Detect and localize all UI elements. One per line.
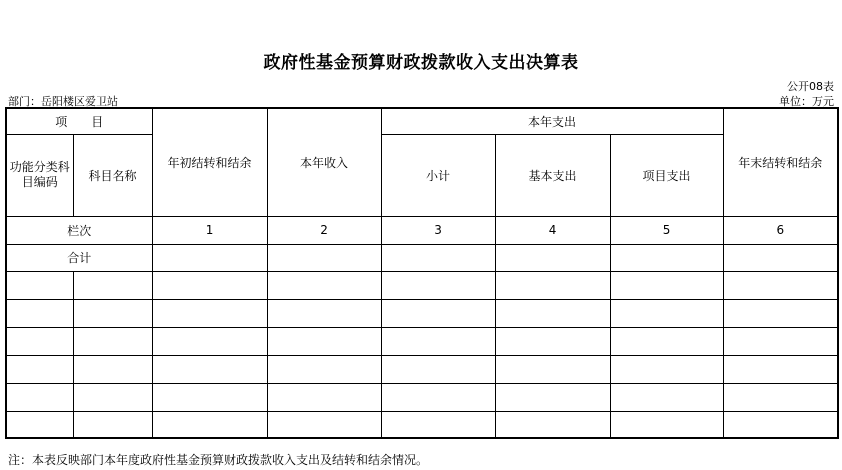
header-row-1	[6, 108, 838, 134]
table-cell	[495, 327, 610, 355]
table-cell	[381, 383, 495, 411]
table-cell	[152, 383, 267, 411]
total-row	[6, 244, 838, 271]
row-index-label: 栏次	[6, 216, 152, 244]
table-row	[6, 411, 838, 438]
table-cell	[723, 271, 838, 299]
table-cell	[381, 411, 495, 438]
table-cell	[381, 299, 495, 327]
current-income-header: 本年收入	[267, 108, 381, 216]
table-cell	[152, 327, 267, 355]
table-cell	[152, 299, 267, 327]
department-label: 部门：岳阳楼区爱卫站	[8, 95, 118, 108]
table-cell	[73, 411, 152, 438]
table-cell	[152, 355, 267, 383]
table-cell	[610, 411, 723, 438]
report-table	[5, 107, 839, 439]
table-cell	[152, 244, 267, 271]
table-cell	[381, 271, 495, 299]
table-cell	[73, 383, 152, 411]
table-cell	[267, 244, 381, 271]
table-cell	[6, 327, 73, 355]
column-number: 6	[723, 216, 838, 244]
table-row	[6, 355, 838, 383]
subtotal-header: 小计	[381, 134, 495, 216]
table-row	[6, 327, 838, 355]
table-cell	[610, 299, 723, 327]
table-cell	[267, 271, 381, 299]
unit-label: 单位：万元	[779, 95, 834, 108]
table-cell	[723, 355, 838, 383]
table-cell	[723, 383, 838, 411]
column-number: 5	[610, 216, 723, 244]
table-cell	[495, 355, 610, 383]
project-expense-header: 项目支出	[610, 134, 723, 216]
table-cell	[6, 299, 73, 327]
table-cell	[610, 271, 723, 299]
table-row	[6, 383, 838, 411]
column-number: 3	[381, 216, 495, 244]
ending-balance-header: 年末结转和结余	[723, 108, 838, 216]
footnote: 注：本表反映部门本年度政府性基金预算财政拨款收入支出及结转和结余情况。	[8, 453, 429, 467]
basic-expense-header: 基本支出	[495, 134, 610, 216]
table-cell	[610, 327, 723, 355]
column-number: 1	[152, 216, 267, 244]
column-index-row	[6, 216, 838, 244]
table-cell	[73, 355, 152, 383]
table-cell	[610, 383, 723, 411]
table-cell	[495, 299, 610, 327]
table-cell	[723, 244, 838, 271]
table-cell	[6, 411, 73, 438]
table-cell	[610, 355, 723, 383]
table-cell	[6, 383, 73, 411]
table-cell	[6, 271, 73, 299]
table-row	[6, 299, 838, 327]
table-cell	[495, 271, 610, 299]
report-title: 政府性基金预算财政拨款收入支出决算表	[263, 53, 579, 73]
table-cell	[381, 244, 495, 271]
table-cell	[152, 271, 267, 299]
subject-name-header: 科目名称	[73, 134, 152, 216]
table-cell	[267, 355, 381, 383]
table-cell	[6, 355, 73, 383]
table-cell	[723, 299, 838, 327]
total-label: 合计	[6, 244, 152, 271]
beginning-balance-header: 年初结转和结余	[152, 108, 267, 216]
table-cell	[495, 383, 610, 411]
table-row	[6, 271, 838, 299]
table-cell	[267, 383, 381, 411]
table-cell	[152, 411, 267, 438]
form-number: 公开08表	[787, 80, 834, 93]
item-header: 项 目	[6, 108, 152, 134]
column-number: 4	[495, 216, 610, 244]
column-number: 2	[267, 216, 381, 244]
table-cell	[495, 411, 610, 438]
func-code-header: 功能分类科目编码	[6, 134, 73, 216]
table-cell	[723, 411, 838, 438]
table-cell	[381, 327, 495, 355]
table-cell	[267, 299, 381, 327]
table-cell	[73, 327, 152, 355]
table-cell	[381, 355, 495, 383]
table-cell	[495, 244, 610, 271]
table-cell	[610, 244, 723, 271]
current-expense-header: 本年支出	[381, 108, 723, 134]
table-cell	[73, 271, 152, 299]
table-cell	[267, 411, 381, 438]
header-row-2	[6, 134, 838, 216]
table-cell	[723, 327, 838, 355]
table-cell	[73, 299, 152, 327]
table-cell	[267, 327, 381, 355]
